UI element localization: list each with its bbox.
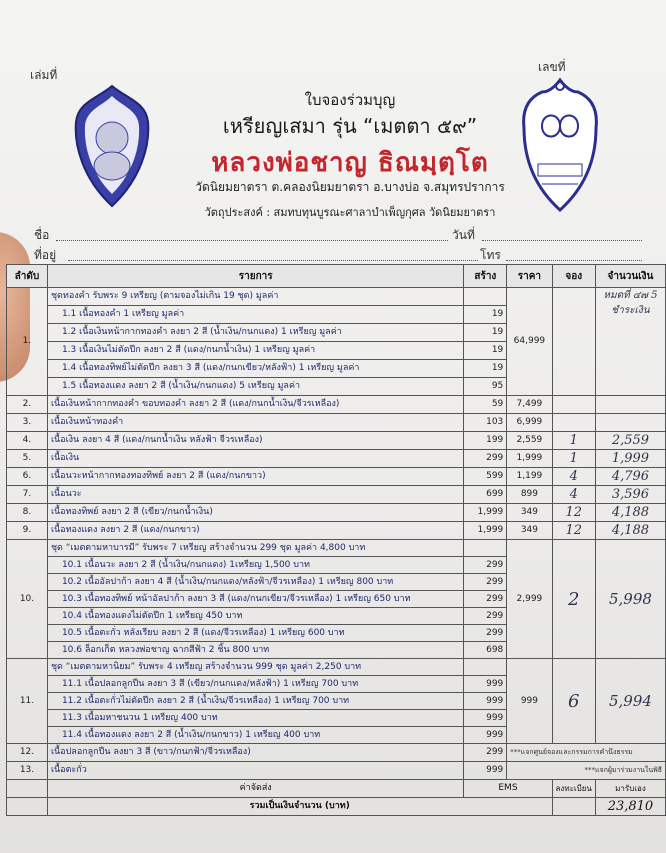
row-desc: 10.1 เนื้อนวะ ลงยา 2 สี (น้ำเงิน/กนกแดง) 1เหรียญ 1,500 บาท — [47, 557, 463, 574]
row-qty: 19 — [464, 306, 507, 324]
table-row — [7, 762, 666, 780]
row-qty: 19 — [464, 360, 507, 378]
col-header-book: จอง — [552, 265, 595, 288]
shipping-ems-option[interactable]: EMS — [464, 780, 552, 798]
row-qty: 699 — [464, 486, 507, 504]
shipping-registered-option[interactable]: ลงทะเบียน — [552, 780, 595, 798]
row-no: 12. — [7, 744, 48, 762]
row-desc: ชุด “เมตตามหาบารมี” รับพระ 7 เหรียญ สร้างจำนวน 299 ชุด มูลค่า 4,800 บาท — [47, 540, 463, 557]
row-desc: 10.5 เนื้อตะกั่ว หลังเรียบ ลงยา 2 สี (แดง/จีวรเหลือง) 1 เหรียญ 600 บาท — [47, 625, 463, 642]
total-empty-cell — [7, 798, 48, 816]
row-no: 2. — [7, 396, 48, 414]
row-no: 13. — [7, 762, 48, 780]
table-row — [7, 744, 666, 762]
row-no: 9. — [7, 522, 48, 540]
table-header-row — [7, 265, 666, 288]
row-qty: 95 — [464, 378, 507, 396]
row-price: 2,559 — [507, 432, 552, 450]
row-book[interactable]: 4 — [552, 468, 595, 486]
date-label: วันที่ — [452, 228, 475, 242]
row-desc: 1.5 เนื้อทองแดง ลงยา 2 สี (น้ำเงิน/กนกแดง) 5 เหรียญ มูลค่า — [47, 378, 463, 396]
row-desc: 1.2 เนื้อเงินหน้ากากทองคำ ลงยา 2 สี (น้ำเงิน/กนกแดง) 1 เหรียญ มูลค่า — [47, 324, 463, 342]
row-no: 4. — [7, 432, 48, 450]
row-amount[interactable]: 5,998 — [595, 540, 665, 659]
address-field[interactable] — [68, 246, 478, 261]
total-row — [7, 798, 666, 816]
total-spacer — [552, 798, 595, 816]
shipping-row — [7, 780, 666, 798]
row-desc: เนื้อเงินหน้ากากทองคำ ขอบทองคำ ลงยา 2 สี (แดง/กนกน้ำเงิน/จีวรเหลือง) — [47, 396, 463, 414]
row-desc: ชุดทองคำ รับพระ 9 เหรียญ (ตามจองไม่เกิน 19 ชุด) มูลค่า — [47, 288, 463, 306]
row-qty: 299 — [464, 450, 507, 468]
row-qty: 999 — [464, 762, 507, 780]
phone-field[interactable] — [506, 246, 642, 261]
table-row — [7, 486, 666, 504]
row-desc: เนื้อเงินหน้าทองคำ — [47, 414, 463, 432]
row-qty: 199 — [464, 432, 507, 450]
col-header-qty: สร้าง — [464, 265, 507, 288]
row-desc: เนื้อทองแดง ลงยา 2 สี (แดง/กนกขาว) — [47, 522, 463, 540]
row-price: 64,999 — [507, 288, 552, 396]
row-desc: เนื้อนวะ — [47, 486, 463, 504]
name-label: ชื่อ — [34, 228, 50, 242]
row-price: 349 — [507, 522, 552, 540]
row-no: 11. — [7, 659, 48, 744]
row-amount[interactable]: 4,188 — [595, 522, 665, 540]
row-book[interactable]: 1 — [552, 432, 595, 450]
row-qty: 698 — [464, 642, 507, 659]
row-qty: 299 — [464, 625, 507, 642]
row-note: ***แจกศูนย์จองและกรรมการคำนึงธรรม — [507, 744, 666, 762]
row-desc: เนื้อปลอกลูกปืน ลงยา 3 สี (ขาว/กนกฟ้า/จีวรเหลือง) — [47, 744, 463, 762]
row-qty — [464, 288, 507, 306]
row-qty: 19 — [464, 324, 507, 342]
table-row — [7, 504, 666, 522]
row-book[interactable]: 1 — [552, 450, 595, 468]
table-row — [7, 396, 666, 414]
row-desc: เนื้อทองทิพย์ ลงยา 2 สี (เขียว/กนกน้ำเงิน) — [47, 504, 463, 522]
shipping-empty-cell — [7, 780, 48, 798]
total-value[interactable]: 23,810 — [595, 798, 665, 816]
table-row — [7, 468, 666, 486]
row-price: 2,999 — [507, 540, 552, 659]
col-header-no: ลำดับ — [7, 265, 48, 288]
row-qty: 1,999 — [464, 504, 507, 522]
row-amount[interactable]: 4,188 — [595, 504, 665, 522]
row-qty: 103 — [464, 414, 507, 432]
row-no: 6. — [7, 468, 48, 486]
date-field[interactable] — [482, 226, 642, 241]
row-note: ***แจกผู้มาร่วมงานในพิธี — [507, 762, 666, 780]
purpose-line: วัตถุประสงค์ : สมทบทุนบูรณะศาลาบำเพ็ญกุศล วัดนิยมยาตรา — [204, 206, 496, 219]
number-label: เลขที่ — [538, 60, 566, 74]
row-desc: 1.1 เนื้อทองคำ 1 เหรียญ มูลค่า — [47, 306, 463, 324]
row-price: 6,999 — [507, 414, 552, 432]
row-qty: 299 — [464, 608, 507, 625]
row-desc: 11.1 เนื้อปลอกลูกปืน ลงยา 3 สี (เขียว/กนกแดง/หลังฟ้า) 1 เหรียญ 700 บาท — [47, 676, 463, 693]
row-qty: 19 — [464, 342, 507, 360]
row-price: 1,199 — [507, 468, 552, 486]
row-no: 7. — [7, 486, 48, 504]
name-field[interactable] — [56, 226, 448, 241]
row-price: 1,999 — [507, 450, 552, 468]
row-desc: 10.6 ล็อกเก็ต หลวงพ่อชาญ ฉากสีฟ้า 2 ชิ้น 800 บาท — [47, 642, 463, 659]
form-title: ใบจองร่วมบุญ — [304, 91, 396, 109]
row-price: 349 — [507, 504, 552, 522]
row-qty: 299 — [464, 574, 507, 591]
row-desc: ชุด “เมตตามหานิยม” รับพระ 4 เหรียญ สร้างจำนวน 999 ชุด มูลค่า 2,250 บาท — [47, 659, 463, 676]
table-row — [7, 540, 666, 557]
row-desc: 1.3 เนื้อเงินไม่ตัดปีก ลงยา 2 สี (แดง/กนกน้ำเงิน) 1 เหรียญ มูลค่า — [47, 342, 463, 360]
monk-name: หลวงพ่อชาญ ธิณมฺตฺโต — [211, 148, 489, 178]
row-book[interactable]: 6 — [552, 659, 595, 744]
row-qty: 999 — [464, 710, 507, 727]
address-label: ที่อยู่ — [34, 248, 57, 262]
row-qty: 59 — [464, 396, 507, 414]
row-qty: 999 — [464, 676, 507, 693]
table-row — [7, 659, 666, 676]
row-price: 899 — [507, 486, 552, 504]
row-book[interactable] — [552, 414, 595, 432]
row-book[interactable] — [552, 396, 595, 414]
row-qty: 1,999 — [464, 522, 507, 540]
table-row — [7, 522, 666, 540]
row-desc: 11.2 เนื้อตะกั่วไม่ตัดปีก ลงยา 2 สี (น้ำเงิน/จีวรเหลือง) 1 เหรียญ 700 บาท — [47, 693, 463, 710]
row-qty: 299 — [464, 591, 507, 608]
row-amount[interactable]: หมดที่ ๔๗ 5 ชำระเงิน — [595, 288, 665, 396]
row-qty: 599 — [464, 468, 507, 486]
row-desc: 1.4 เนื้อทองทิพย์ไม่ตัดปีก ลงยา 3 สี (แดง/กนกเขียว/หลังฟ้า) 1 เหรียญ มูลค่า — [47, 360, 463, 378]
row-amount[interactable]: 4,796 — [595, 468, 665, 486]
row-no: 3. — [7, 414, 48, 432]
row-amount[interactable]: 2,559 — [595, 432, 665, 450]
table-row — [7, 414, 666, 432]
col-header-price: ราคา — [507, 265, 552, 288]
temple-address: วัดนิยมยาตรา ต.คลองนิยมยาตรา อ.บางบ่อ จ.สมุทรปราการ — [195, 180, 505, 194]
row-no: 5. — [7, 450, 48, 468]
table-row — [7, 288, 666, 306]
row-price: 999 — [507, 659, 552, 744]
table-row — [7, 432, 666, 450]
total-label: รวมเป็นเงินจำนวน (บาท) — [47, 798, 552, 816]
left-medal-icon — [68, 82, 156, 212]
row-desc: 11.4 เนื้อทองแดง ลงยา 2 สี (น้ำเงิน/กนกขาว) 1 เหรียญ 400 บาท — [47, 727, 463, 744]
row-book[interactable]: 12 — [552, 522, 595, 540]
table-row — [7, 450, 666, 468]
row-amount[interactable] — [595, 396, 665, 414]
col-header-item: รายการ — [47, 265, 463, 288]
row-amount[interactable] — [595, 414, 665, 432]
row-amount[interactable]: 5,994 — [595, 659, 665, 744]
row-desc: 11.3 เนื้อมหาชนวน 1 เหรียญ 400 บาท — [47, 710, 463, 727]
row-desc: เนื้อนวะหน้ากากทองทองทิพย์ ลงยา 2 สี (แดง/กนกขาว) — [47, 468, 463, 486]
shipping-label: ค่าจัดส่ง — [47, 780, 463, 798]
row-desc: เนื้อเงิน ลงยา 4 สี (แดง/กนกน้ำเงิน หลังฟ้า จีวรเหลือง) — [47, 432, 463, 450]
row-qty: 299 — [464, 557, 507, 574]
col-header-amount: จำนวนเงิน — [595, 265, 665, 288]
row-qty — [464, 540, 507, 557]
row-desc: 10.3 เนื้อทองทิพย์ หน้าอัลปาก้า ลงยา 3 สี (แดง/กนกเขียว/จีวรเหลือง) 1 เหรียญ 650 บาท — [47, 591, 463, 608]
row-desc: 10.4 เนื้อทองแดงไม่ตัดปีก 1 เหรียญ 450 บาท — [47, 608, 463, 625]
row-book[interactable]: 4 — [552, 486, 595, 504]
row-desc: เนื้อตะกั่ว — [47, 762, 463, 780]
order-table — [6, 264, 666, 816]
row-no: 10. — [7, 540, 48, 659]
row-qty: 999 — [464, 727, 507, 744]
row-qty: 299 — [464, 744, 507, 762]
row-book[interactable]: 12 — [552, 504, 595, 522]
row-price: 7,499 — [507, 396, 552, 414]
row-book[interactable] — [552, 288, 595, 396]
book-no-label: เล่มที่ — [30, 68, 58, 82]
coin-series-title: เหรียญเสมา รุ่น “เมตตา ๕๙” — [222, 114, 478, 138]
row-qty: 999 — [464, 693, 507, 710]
row-desc: 10.2 เนื้ออัลปาก้า ลงยา 4 สี (น้ำเงิน/กนกแดง/หลังฟ้า/จีวรเหลือง) 1 เหรียญ 800 บาท — [47, 574, 463, 591]
row-no: 1. — [7, 288, 48, 396]
phone-label: โทร — [480, 248, 501, 262]
row-amount[interactable]: 1,999 — [595, 450, 665, 468]
shipping-pickup-option[interactable]: มารับเอง — [595, 780, 665, 798]
row-amount[interactable]: 3,596 — [595, 486, 665, 504]
row-desc: เนื้อเงิน — [47, 450, 463, 468]
row-no: 8. — [7, 504, 48, 522]
row-book[interactable]: 2 — [552, 540, 595, 659]
row-qty — [464, 659, 507, 676]
